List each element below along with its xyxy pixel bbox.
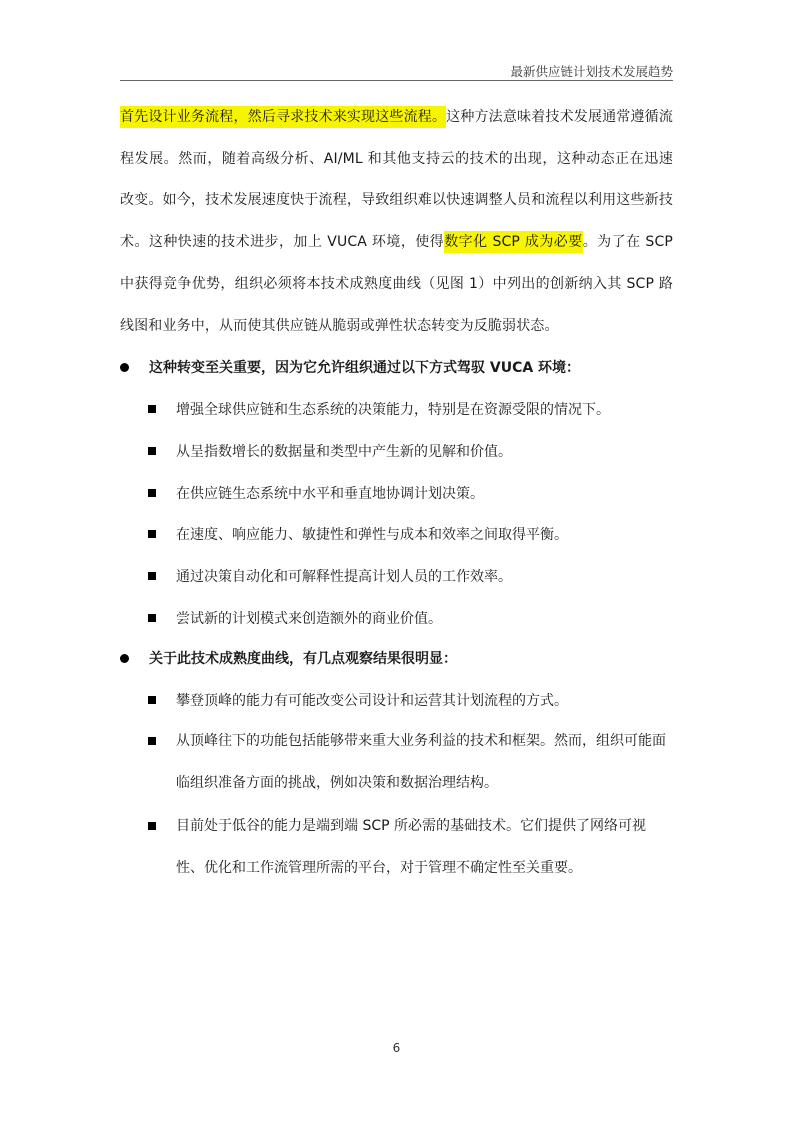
list-item [148, 609, 673, 629]
section-heading: 这种转变至关重要，因为它允许组织通过以下方式驾驭 VUCA 环境： [149, 360, 581, 376]
bullet-dot-icon [120, 363, 129, 372]
list-item-text: 在供应链生态系统中水平和垂直地协调计划决策。 [176, 486, 484, 502]
list-item [148, 567, 673, 587]
list-item [148, 400, 673, 420]
square-bullet-icon [148, 447, 156, 455]
list-item-text: 从顶峰往下的功能包括能够带来重大业务利益的技术和框架。然而，组织可能面临组织准备方面的挑战，例如决策和数据治理结构。 [176, 733, 666, 791]
list-item [148, 525, 673, 545]
square-bullet-icon [148, 614, 156, 622]
square-bullet-icon [148, 822, 156, 830]
list-item-text: 增强全球供应链和生态系统的决策能力，特别是在资源受限的情况下。 [176, 402, 610, 418]
page-number: 6 [392, 1041, 401, 1055]
list-item [148, 691, 673, 711]
bullet-dot-icon [120, 654, 129, 663]
square-bullet-icon [148, 405, 156, 413]
section-heading-bullet [120, 649, 673, 669]
square-bullet-icon [148, 737, 156, 745]
header-divider [120, 80, 673, 81]
square-bullet-icon [148, 530, 156, 538]
list-item [148, 484, 673, 504]
section-heading-bullet [120, 358, 673, 378]
intro-paragraph [120, 97, 673, 347]
page-header-title: 最新供应链计划技术发展趋势 [510, 64, 673, 79]
square-bullet-icon [148, 489, 156, 497]
list-item-text: 尝试新的计划模式来创造额外的商业价值。 [176, 611, 442, 627]
list-item [148, 732, 673, 804]
highlighted-text-2: 数字化 SCP 成为必要 [444, 231, 583, 253]
square-bullet-icon [148, 696, 156, 704]
paragraph-text-1: 这种方法意味着技术发展通常遵循流程发展。然而，随着高级分析、AI/ML 和其他支持云的技术的出现，这种动态正在迅速改变。如今，技术发展速度快于流程，导致组织难以快速调整人员和流程以利用这些新技术。这种快速的技术进步，加上 VUCA 环境，使得 [120, 109, 673, 251]
list-item-text: 从呈指数增长的数据量和类型中产生新的见解和价值。 [176, 444, 512, 460]
list-item-text: 在速度、响应能力、敏捷性和弹性与成本和效率之间取得平衡。 [176, 527, 568, 543]
list-item [148, 442, 673, 462]
list-item [148, 817, 673, 889]
list-item-text: 通过决策自动化和可解释性提高计划人员的工作效率。 [176, 569, 512, 585]
section-heading: 关于此技术成熟度曲线，有几点观察结果很明显： [149, 651, 457, 667]
list-item-text: 目前处于低谷的能力是端到端 SCP 所必需的基础技术。它们提供了网络可视性、优化和工作流管理所需的平台，对于管理不确定性至关重要。 [176, 818, 647, 876]
paragraph-text-2: 。为了在 SCP 中获得竞争优势，组织必须将本技术成熟度曲线（见图 1）中列出的创新纳入其 SCP 路线图和业务中，从而使其供应链从脆弱或弹性状态转变为反脆弱状态。 [120, 234, 673, 334]
list-item-text: 攀登顶峰的能力有可能改变公司设计和运营其计划流程的方式。 [176, 693, 568, 709]
highlighted-text-1: 首先设计业务流程，然后寻求技术来实现这些流程。 [120, 106, 446, 128]
square-bullet-icon [148, 572, 156, 580]
